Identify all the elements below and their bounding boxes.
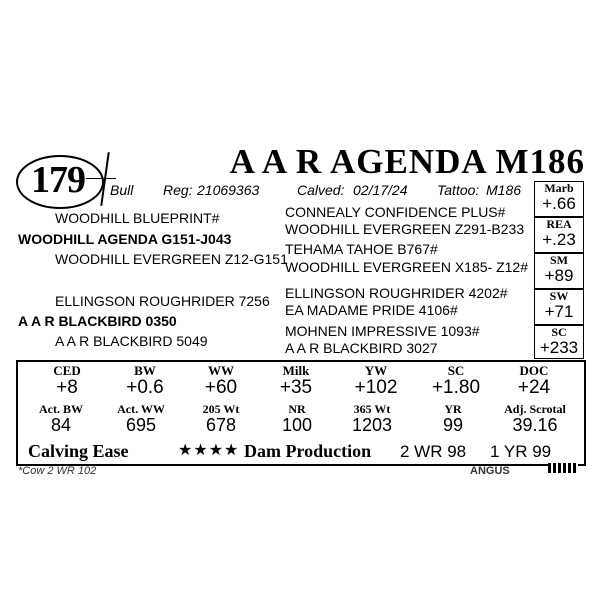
calving-ease-stars: ★★★★ <box>178 442 240 459</box>
epd-label: Marb <box>544 181 574 195</box>
epd-value: +24 <box>517 377 551 398</box>
sex: Bull <box>110 182 134 198</box>
epd-value: +8 <box>56 377 78 398</box>
epd-label: REA <box>546 217 572 231</box>
actual-value: 100 <box>281 415 313 435</box>
dam-production-wr: 2 WR 98 <box>400 442 467 461</box>
actual-label: 365 Wt <box>353 402 391 416</box>
calved-date: 02/17/24 <box>353 182 408 198</box>
decorative-line <box>86 178 116 179</box>
dam-sire-sire: ELLINGSON ROUGHRIDER 4202# <box>285 285 508 301</box>
sw-epd <box>534 289 584 325</box>
actual-label: Act. BW <box>39 402 83 416</box>
actual-205-wt <box>182 402 260 435</box>
tattoo-label: Tattoo: <box>437 182 480 198</box>
actual-value: 1203 <box>351 415 393 435</box>
actual-value: 39.16 <box>512 415 558 435</box>
dam-dam: A A R BLACKBIRD 5049 <box>55 333 208 349</box>
actual-nr <box>258 402 336 435</box>
actual-adj-scrotal <box>490 402 580 435</box>
sc-index-epd <box>534 325 584 359</box>
sire-dam-sire: TEHAMA TAHOE B767# <box>285 241 438 257</box>
dam-sire-dam: EA MADAME PRIDE 4106# <box>285 302 458 318</box>
calved-label: Calved: <box>297 182 345 198</box>
actual-label: NR <box>288 402 306 416</box>
sire: WOODHILL AGENDA G151-J043 <box>18 231 232 247</box>
epd-milk <box>261 364 331 398</box>
rea-epd <box>534 217 584 253</box>
epd-ced <box>32 364 102 398</box>
sm-epd <box>534 253 584 289</box>
actual-label: Act. WW <box>117 402 165 416</box>
actual-bw <box>22 402 100 435</box>
epd-bw <box>110 364 180 398</box>
dam-production-yr: 1 YR 99 <box>490 442 552 461</box>
dam: A A R BLACKBIRD 0350 <box>18 313 177 329</box>
actual-value: 84 <box>50 415 72 435</box>
epd-value: +102 <box>354 377 398 398</box>
epd-sc <box>416 364 496 398</box>
dam-production-label: Dam Production <box>244 441 372 461</box>
actual-label: YR <box>444 402 462 416</box>
epd-value: +71 <box>544 302 574 321</box>
qr-code-icon <box>548 463 578 473</box>
epd-yw <box>336 364 416 398</box>
epd-value: +89 <box>544 266 574 285</box>
epd-value: +233 <box>539 338 579 357</box>
tattoo: M186 <box>486 182 522 198</box>
actual-ww <box>102 402 180 435</box>
epd-value: +60 <box>204 377 238 398</box>
epd-label: YW <box>364 363 388 378</box>
epd-value: +1.80 <box>431 377 481 398</box>
lot-number: 179 <box>31 159 85 201</box>
footer-note: *Cow 2 WR 102 <box>18 465 97 477</box>
marb-epd <box>534 181 584 217</box>
sire-dam-dam: WOODHILL EVERGREEN X185- Z12# <box>285 259 529 275</box>
epd-label: CED <box>53 363 81 378</box>
epd-label: SC <box>447 363 465 378</box>
epd-label: WW <box>208 363 234 378</box>
epd-value: +.23 <box>542 230 576 249</box>
epd-label: SM <box>550 253 568 267</box>
epd-ww <box>186 364 256 398</box>
sire-sire: WOODHILL BLUEPRINT# <box>55 210 220 226</box>
actual-yr <box>414 402 492 435</box>
epd-label: SW <box>549 289 569 303</box>
sire-dam: WOODHILL EVERGREEN Z12-G151 <box>55 251 288 267</box>
actual-value: 99 <box>442 415 464 435</box>
calving-ease-label: Calving Ease <box>28 441 129 461</box>
epd-label: DOC <box>519 363 549 378</box>
dam-dam-dam: A A R BLACKBIRD 3027 <box>285 340 438 356</box>
epd-value: +.66 <box>542 194 576 213</box>
epd-label: SC <box>551 325 567 339</box>
reg-number: 21069363 <box>197 182 260 198</box>
reg-label: Reg: <box>163 182 193 198</box>
actual-label: Adj. Scrotal <box>504 402 566 416</box>
actual-value: 678 <box>205 415 237 435</box>
epd-label: Milk <box>282 363 310 378</box>
sire-sire-dam: WOODHILL EVERGREEN Z291-B233 <box>285 221 525 237</box>
animal-title: A A R AGENDA M186 <box>229 142 585 181</box>
epd-value: +0.6 <box>126 377 164 398</box>
epd-value: +35 <box>279 377 313 398</box>
sire-sire-sire: CONNEALY CONFIDENCE PLUS# <box>285 204 506 220</box>
actual-365-wt <box>330 402 414 435</box>
epd-doc <box>494 364 574 398</box>
actual-value: 695 <box>125 415 157 435</box>
epd-label: BW <box>134 363 156 378</box>
angus-logo: ANGUS <box>470 465 510 477</box>
dam-sire: ELLINGSON ROUGHRIDER 7256 <box>55 293 270 309</box>
actual-label: 205 Wt <box>202 402 240 416</box>
dam-dam-sire: MOHNEN IMPRESSIVE 1093# <box>285 323 480 339</box>
